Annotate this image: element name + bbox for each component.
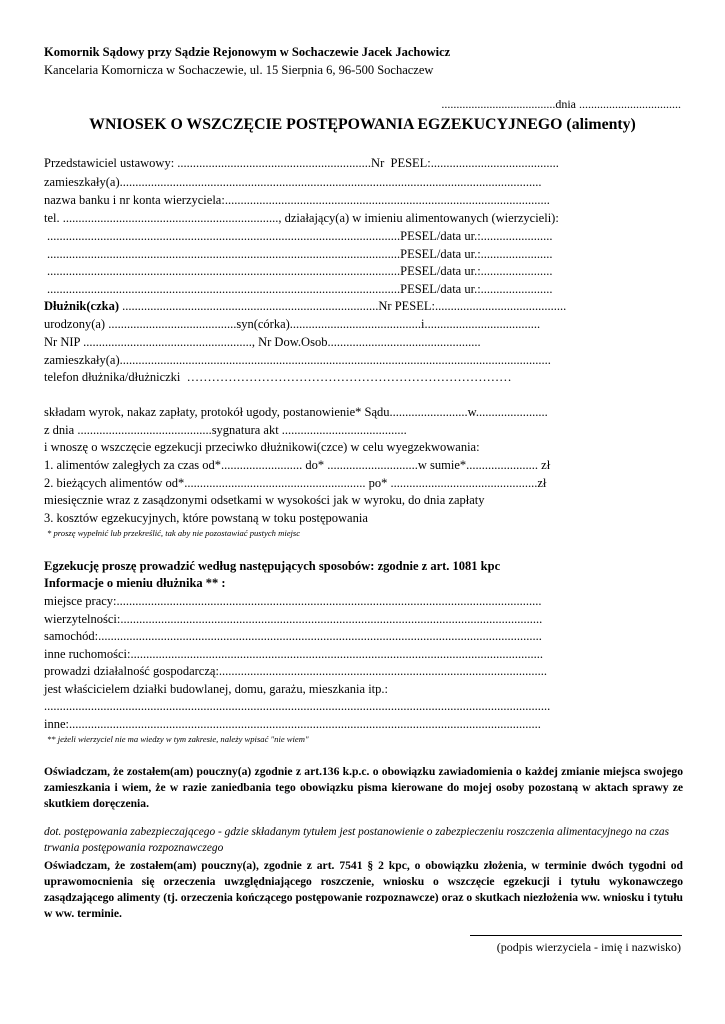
request-line: składam wyrok, nakaz zapłaty, protokół ugody, postanowienie* Sądu.........................w.......................: [44, 405, 548, 419]
debtor-name-row: [44, 299, 566, 314]
asset-field: samochód:..............................................................................................................................................: [44, 629, 542, 643]
debtor-born-field: urodzony(a) .........................................syn(córka)..........................................i.....................................: [44, 317, 541, 331]
asset-field: prowadzi działalność gospodarczą:.........................................................................................................: [44, 664, 548, 678]
creditor-phone-field: tel. ....................................................................., działający(a) w imieniu alimentowanych (wierzycieli):: [44, 211, 559, 225]
creditor-bank-field: nazwa banku i nr konta wierzyciela:........................................................................................................: [44, 193, 550, 207]
creditor-address-field: zamieszkały(a).......................................................................................................................................: [44, 175, 542, 189]
beneficiary-line: .................................................................................................................PESEL/data ur.:.......................: [47, 264, 553, 278]
asset-field: wierzytelności:.......................................................................................................................................: [44, 612, 543, 626]
execution-heading: Egzekucję proszę prowadzić według następujących sposobów: zgodnie z art. 1081 kpc: [44, 559, 501, 573]
debtor-label: Dłużnik(czka): [44, 299, 119, 313]
representative-field: Przedstawiciel ustawowy: ..............................................................Nr PESEL:.........................................: [44, 156, 559, 170]
security-proceedings-note: dot. postępowania zabezpieczającego - gdzie składanym tytułem jest postanowienie o zabezpieczeniu roszczenia alimentacyjnego na czas trwania postępowania rozpoznawczego: [44, 826, 670, 854]
beneficiary-line: .................................................................................................................PESEL/data ur.:.......................: [47, 229, 553, 243]
asset-field: inne:.......................................................................................................................................................: [44, 717, 541, 731]
request-line: i wnoszę o wszczęcie egzekucji przeciwko dłużnikowi(czce) w celu wyegzekwowania:: [44, 440, 480, 454]
bailiff-office-name: Komornik Sądowy przy Sądzie Rejonowym w Sochaczewie Jacek Jachowicz: [44, 45, 451, 59]
declaration-address-change: Oświadczam, że zostałem(am) pouczny(a) zgodnie z art.136 k.p.c. o obowiązku zawiadomienia o każdej zmianie miejsca swojego zamieszkania i wiem, że w razie zaniedbania tego obowiązku pisma kierowane do mojej osoby pozostaną w aktach sprawy ze skutkiem doręczenia.: [44, 765, 683, 810]
request-line: 1. alimentów zaległych za czas od*.......................... do* .............................w sumie*....................... zł: [44, 458, 551, 472]
signature-caption: (podpis wierzyciela - imię i nazwisko): [496, 940, 681, 954]
footnote: * proszę wypełnić lub przekreślić, tak aby nie pozostawiać pustych miejsc: [47, 528, 301, 538]
request-line: z dnia ...........................................sygnatura akt ........................................: [44, 423, 407, 437]
debtor-nip-field: Nr NIP ......................................................, Nr Dow.Osob.................................................: [44, 335, 481, 349]
beneficiary-line: .................................................................................................................PESEL/data ur.:.......................: [47, 247, 553, 261]
debtor-name-field: ..................................................................................Nr PESEL:..........................................: [119, 299, 567, 313]
asset-field: inne ruchomości:....................................................................................................................................: [44, 647, 543, 661]
declaration-enforcement-deadline: Oświadczam, że zostałem(am) pouczny(a), zgodnie z art. 7541 § 2 kpc, o obowiązku złożenia, w terminie dwóch tygodni od uprawomocnienia się orzeczenia uwzględniającego roszczenie, wniosku o wszczęcie egzekucji i tytułu wykonawczego zasądzającego alimenty (tj. orzeczenia kończącego postępowanie rozpoznawcze) oraz o skutkach niezłożenia ww. wniosku i tytułu w ww. terminie.: [44, 859, 683, 920]
asset-field: miejsce pracy:........................................................................................................................................: [44, 594, 542, 608]
request-line: 2. bieżących alimentów od*.......................................................... po* ...............................................zł: [44, 476, 547, 490]
date-line: ......................................dnia ..................................: [441, 97, 681, 111]
assets-heading: Informacje o mieniu dłużnika ** :: [44, 576, 226, 590]
asset-field: ..................................................................................................................................................................: [44, 699, 551, 713]
bailiff-office-address: Kancelaria Komornicza w Sochaczewie, ul. 15 Sierpnia 6, 96-500 Sochaczew: [44, 63, 434, 77]
debtor-phone-field: telefon dłużnika/dłużniczki ……………………………………………………………………: [44, 370, 512, 384]
request-line: 3. kosztów egzekucyjnych, które powstaną w toku postępowania: [44, 511, 368, 525]
asset-field: jest właścicielem działki budowlanej, domu, garażu, mieszkania itp.:: [44, 682, 388, 696]
footnote: ** jeżeli wierzyciel nie ma wiedzy w tym zakresie, należy wpisać "nie wiem": [47, 734, 309, 744]
beneficiary-line: .................................................................................................................PESEL/data ur.:.......................: [47, 282, 553, 296]
page-title: WNIOSEK O WSZCZĘCIE POSTĘPOWANIA EGZEKUCYJNEGO (alimenty): [89, 116, 636, 133]
request-line: miesięcznie wraz z zasądzonymi odsetkami w wysokości jak w wyroku, do dnia zapłaty: [44, 493, 485, 507]
signature-line: [470, 935, 682, 936]
debtor-address-field: zamieszkały(a)..........................................................................................................................................: [44, 353, 551, 367]
